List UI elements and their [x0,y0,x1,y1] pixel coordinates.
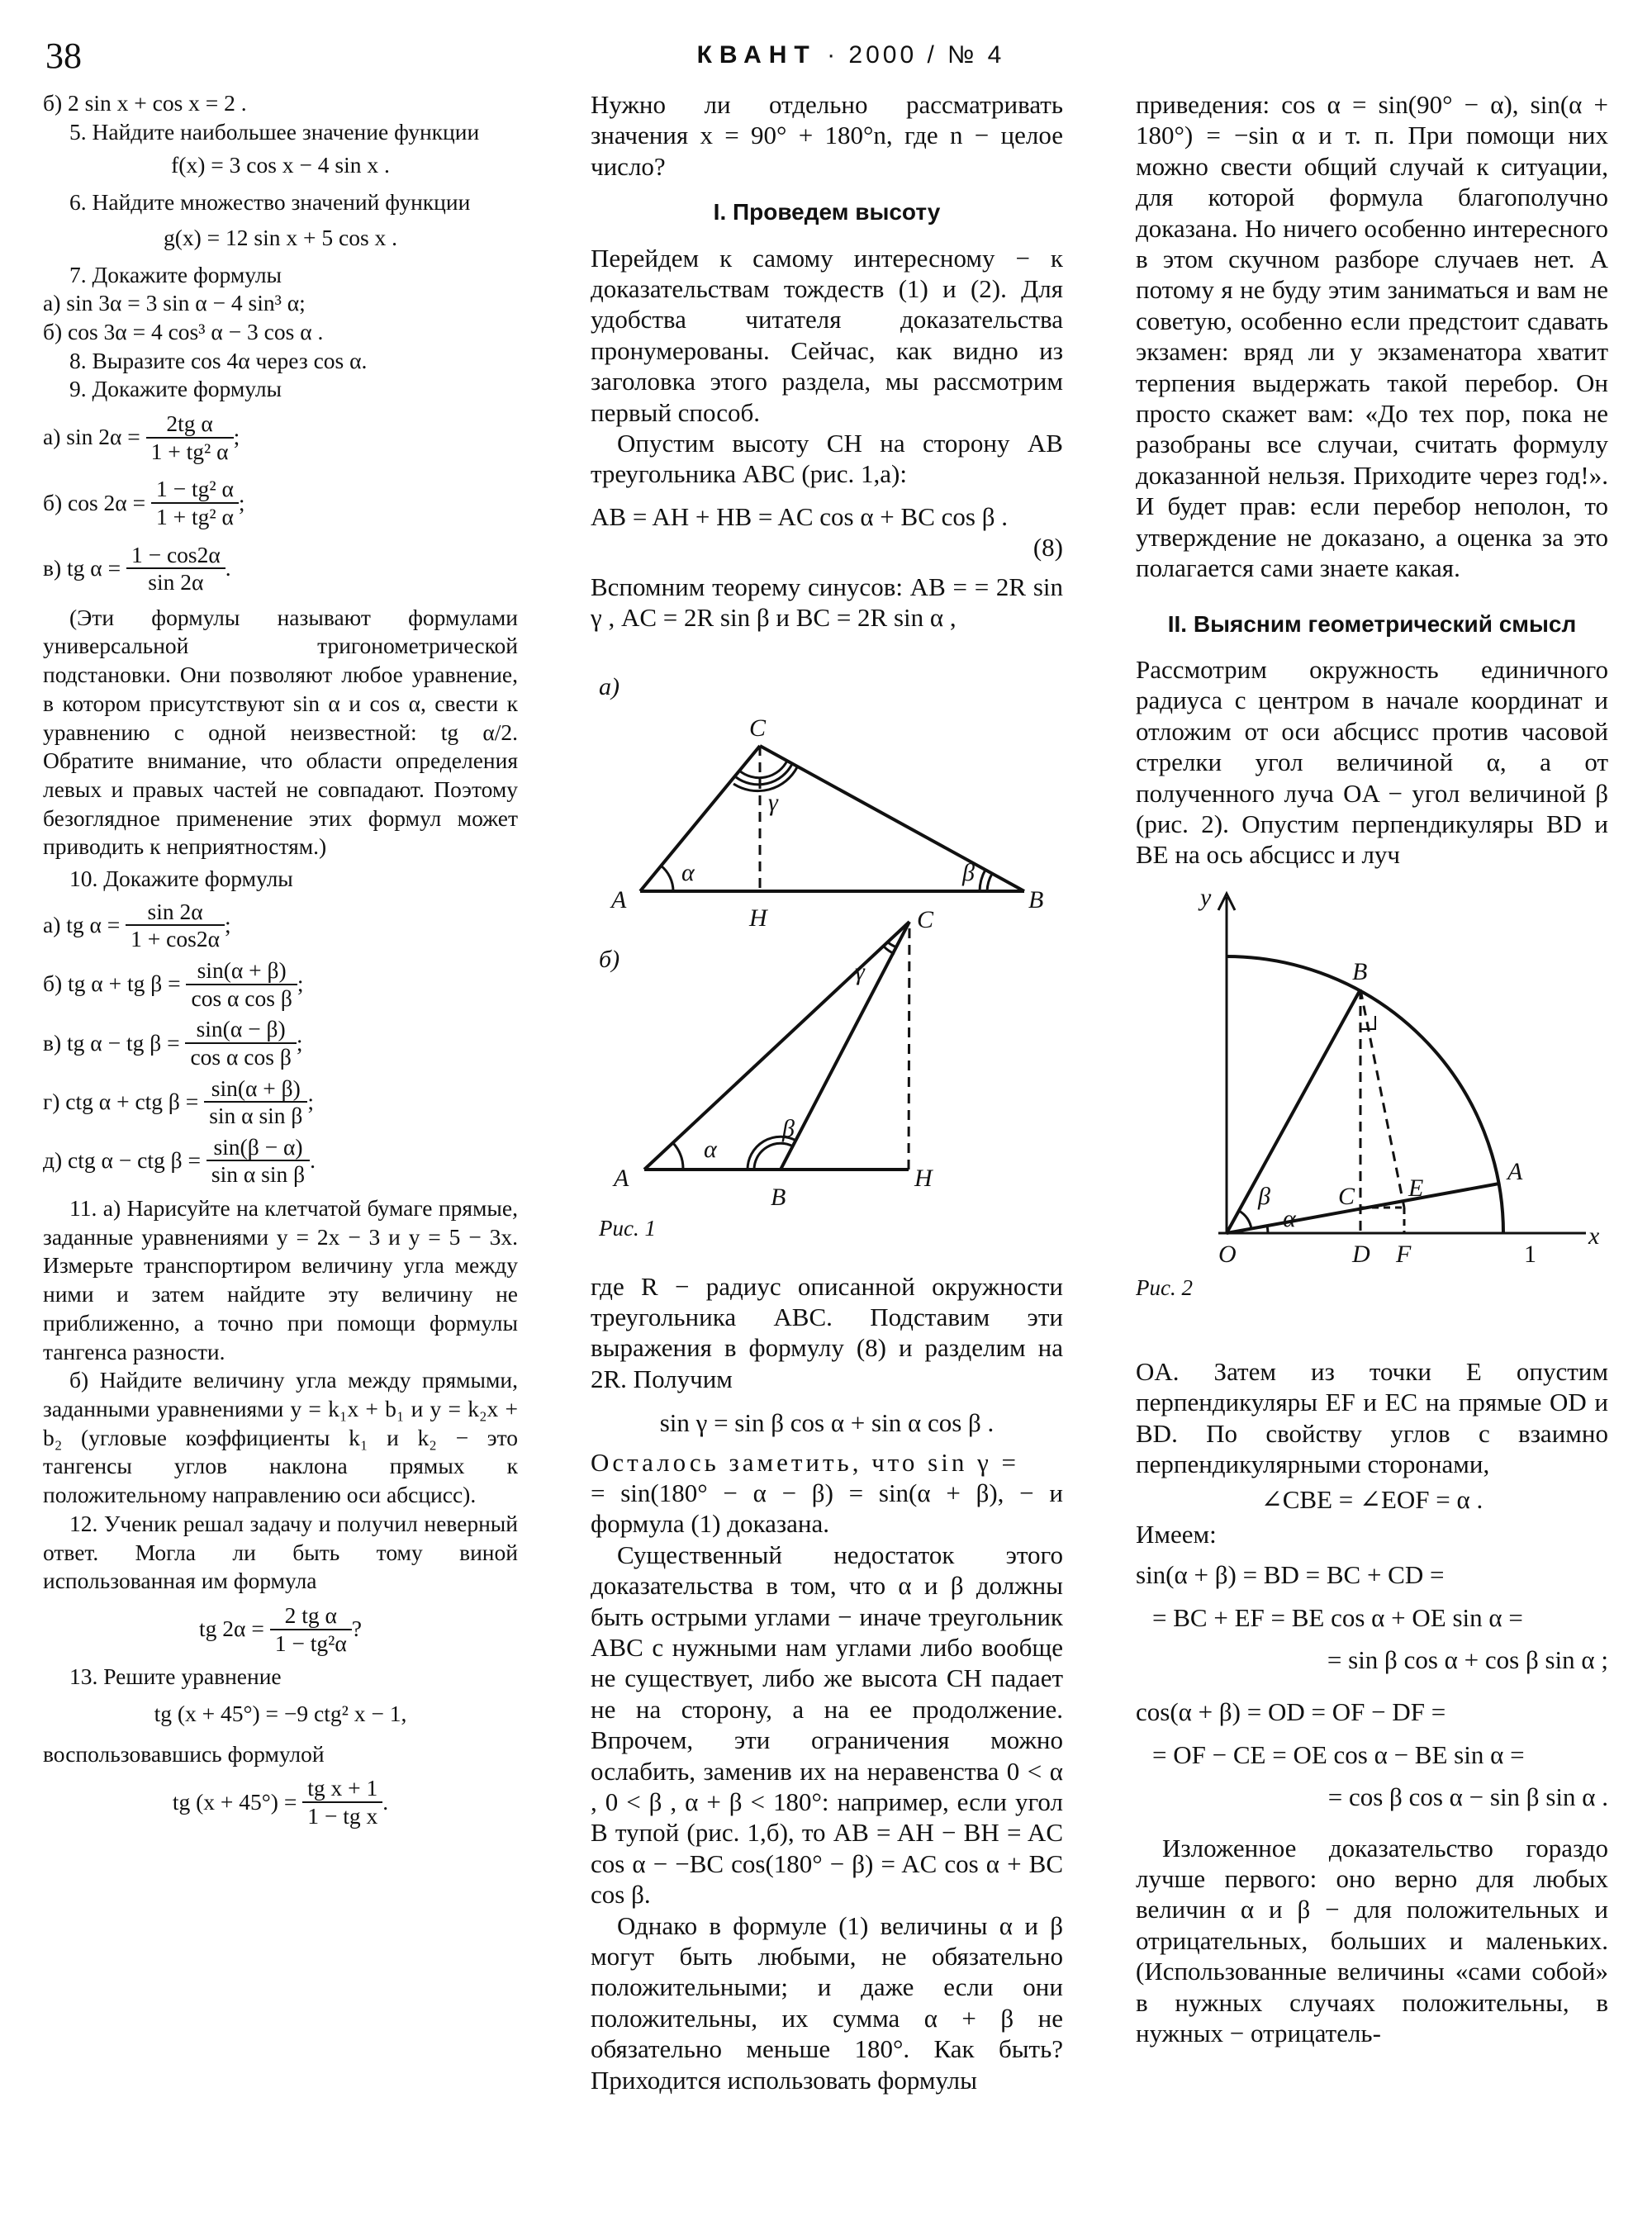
fraction [270,1602,352,1656]
label-D: D [1352,1240,1370,1268]
label-beta-2: β [782,1114,795,1142]
paragraph: Однако в формуле (1) величины α и β могут быть любыми, не обязательно положительными; и даже если они положительны, их сумма α + β не обязательно меньше 180°. Как быть? Приходится использовать формулы [591,1910,1063,2095]
punct: . [225,554,231,581]
label-A-2: A [614,1164,629,1192]
numerator: sin(α + β) [204,1075,307,1103]
numerator: sin(β − α) [206,1134,310,1162]
formula-row [43,1602,518,1656]
figure-1-caption: Рис. 1 [599,1215,656,1241]
label-one: 1 [1524,1240,1536,1268]
problem-11a: 11. а) Нарисуйте на клетчатой бумаге прямые, заданные уравнениями y = 2x − 3 и y = 5 − 3x. Измерьте транспортиром величину угла между ними и затем найдите эту величину не приближенно, а точно при помощи формулы тангенса разности. [43,1195,518,1364]
formula-row [43,1075,518,1129]
paragraph: Имеем: [1136,1519,1217,1549]
problem-13: 13. Решите уравнение [69,1663,282,1690]
journal-name: КВАНТ [696,41,817,69]
denominator: 1 + tg² α [155,503,234,529]
label-beta: β [962,858,975,886]
formula: б) cos 3α = 4 cos³ α − 3 cos α . [43,318,324,344]
paragraph: Существенный недостаток этого доказательства в том, что α и β должны быть острыми углами − иначе треугольник ABC с нужными нам углами либо вообще не существует, либо же высота CH падает не на сторону, а на ее продолжение. Впрочем, эти ограничения можно ослабить, заменив их на неравенства 0 < α , 0 < β , α + β < 180°: например, если угол B тупой (рис. 1,б), то AB = AH − BH = AC cos α − −BC cos(180° − β) = AC cos α + BC cos β. [591,1540,1063,1910]
equation-8: AB = AH + HB = AC cos α + BC cos β . [591,501,1008,531]
formula-left: а) sin 2α = [43,424,140,450]
numerator: sin(α + β) [186,957,297,985]
angle-alpha-arc [661,866,673,891]
paragraph-line: Осталось заметить, что sin γ = [591,1447,1020,1477]
formula: tg (x + 45°) = −9 ctg² x − 1, [154,1700,407,1726]
formula-row [43,1134,518,1188]
problem-8: 8. Выразите cos 4α через cos α. [69,347,368,373]
fraction [302,1775,382,1829]
denominator: sin α sin β [211,1161,306,1188]
column-2 [591,89,1063,2095]
figure-2 [1136,882,1608,1320]
fraction [186,957,297,1011]
label-H: H [749,904,767,932]
column-3 [1136,89,1608,2048]
equation-line: = cos β cos α − sin β sin α . [1327,1782,1608,1812]
punct: ; [307,1088,315,1114]
section-heading: I. Проведем высоту [713,199,941,225]
denominator: cos α cos β [190,1043,292,1070]
formula-left: tg (x + 45°) = [172,1788,297,1815]
formula-left: г) ctg α + ctg β = [43,1088,199,1114]
equation-line: = sin β cos α + cos β sin α ; [1327,1645,1608,1674]
paragraph: где R − радиус описанной окружности треугольника ABC. Подставим эти выражения в формулу (8) и разделим на 2R. Получим [591,1271,1063,1393]
denominator: sin α sin β [209,1103,303,1129]
formula-row [43,1775,518,1829]
paragraph: Рассмотрим окружность единичного радиуса с центром в начале координат и отложим от оси абсцисс против часовой стрелки угол величиной α, а от полученного луча OA − угол величиной β (рис. 2). Опустим перпендикуляры BD и BE на ось абсцисс и луч [1136,654,1608,870]
formula-left: а) tg α = [43,912,121,938]
fraction [146,410,234,464]
problem-12: 12. Ученик решал задачу и получил неверный ответ. Могла ли быть тому виной использованная им формула [43,1510,518,1594]
formula-left: б) cos 2α = [43,489,146,515]
numerator: sin 2α [126,899,225,927]
problem-5: 5. Найдите наибольшее значение функции [69,118,480,145]
formula-row [43,1016,518,1070]
equation-line: = OF − CE = OE cos α − BE sin α = [1152,1739,1525,1769]
paragraph: OA. Затем из точки E опустим перпендикуляры EF и EC на прямые OD и BD. По свойству углов с взаимно перпендикулярными сторонами, [1136,1356,1608,1478]
formula-left: д) ctg α − ctg β = [43,1147,202,1174]
formula-row [43,476,518,529]
equation-line: = BC + EF = BE cos α + OE sin α = [1152,1602,1523,1632]
formula-left: б) tg α + tg β = [43,970,181,997]
label-C: C [1338,1182,1355,1210]
paragraph: Изложенное доказательство гораздо лучше первого: оно верно для любых величин α и β − для положительных и отрицательных, больших и маленьких. (Использованные величины «сами собой» в нужных случаях положительны, в нужных − отрицатель- [1136,1833,1608,2048]
equation-line: sin(α + β) = BD = BC + CD = [1136,1560,1445,1590]
denominator: 1 − tg²α [274,1630,347,1656]
punct: . [310,1147,316,1174]
label-x: x [1588,1222,1600,1250]
fraction [126,542,225,596]
paragraph: Опустим высоту CH на сторону AB треугольника ABC (рис. 1,а): [591,429,1063,489]
label-A: A [1507,1157,1523,1185]
punct: ? [351,1616,362,1642]
label-B-2: B [771,1183,786,1211]
punct: . [382,1788,389,1815]
text-line: б) 2 sin x + cos x = 2 . [43,90,247,116]
formula: f(x) = 3 cos x − 4 sin x . [171,152,390,178]
numerator: 2 tg α [270,1602,352,1630]
formula-left: в) tg α − tg β = [43,1029,180,1056]
running-header [578,41,1123,69]
label-alpha: α [681,858,695,886]
equation: sin γ = sin β cos α + sin α cos β . [659,1408,995,1438]
label-B: B [1352,957,1368,985]
side-AC-2 [644,922,909,1170]
formula-row [43,410,518,464]
punct: ; [296,1029,303,1056]
fraction [204,1075,307,1129]
label-beta: β [1258,1182,1270,1210]
numerator: 1 − tg² α [151,476,239,504]
angle-alpha-arc-2 [673,1143,683,1170]
fraction [126,899,225,952]
numerator: 1 − cos2α [126,542,225,570]
fraction [206,1134,310,1188]
note-paragraph: (Эти формулы называют формулами универсальной тригонометрической подстановки. Они позволяют любое уравнение, в котором присутствуют sin α и cos α, свести к уравнению с одной неизвестной: tg α/2. Обратите внимание, что области определения левых и правых частей не совпадают. Поэтому безоглядное применение этих формул может приводить к неприятностям.) [43,604,518,860]
punct: ; [238,489,245,515]
denominator: 1 + cos2α [131,926,220,952]
label-y: y [1200,883,1212,911]
perp-BE [1360,989,1404,1208]
label-F: F [1396,1240,1412,1268]
label-b: б) [599,945,620,973]
column-1 [43,89,518,1836]
label-E: E [1408,1174,1424,1202]
text-line: воспользовавшись формулой [43,1740,325,1767]
angle-beta-arc2 [980,870,985,891]
problem-9: 9. Докажите формулы [69,376,282,402]
formula: g(x) = 12 sin x + 5 cos x . [163,224,398,250]
punct: ; [233,424,240,450]
problem-11b: б) Найдите величину угла между прямыми, заданными уравнениями y = k₁x + b₁ и y = k₂x + b₂ (угловые коэффициенты k₁ и k₂ − это тангенсы углов наклона прямых к положительному направлению оси абсцисс). [43,1367,518,1508]
angle-beta-arc [1239,1211,1251,1229]
formula: а) sin 3α = 3 sin α − 4 sin³ α; [43,290,306,316]
issue-number: · 2000 / № 4 [827,41,1005,69]
denominator: 1 − tg x [307,1802,378,1829]
numerator: 2tg α [146,410,234,439]
label-C: C [749,714,767,742]
question-paragraph: Нужно ли отдельно рассматривать значения x = 90° + 180°n, где n − целое число? [591,90,1063,181]
label-gamma: γ [768,788,778,816]
denominator: sin 2α [148,569,204,596]
figure-2-caption: Рис. 2 [1136,1274,1193,1300]
numerator: sin(α − β) [185,1016,296,1044]
punct: ; [225,912,231,938]
fraction [185,1016,296,1070]
label-alpha: α [1283,1204,1296,1232]
label-B: B [1028,885,1044,913]
side-AC [640,746,760,891]
angle-alpha-arc [1267,1226,1268,1233]
equation-line: cos(α + β) = OD = OF − DF = [1136,1697,1446,1727]
formula-left: в) tg α = [43,554,121,581]
problem-7: 7. Докажите формулы [69,261,282,287]
paragraph: Вспомним теорему синусов: AB = = 2R sin γ , AC = 2R sin β и BC = 2R sin α , [591,572,1063,633]
formula-row [43,899,518,952]
numerator: tg x + 1 [302,1775,382,1803]
paragraph: Перейдем к самому интересному − к доказательствам тождеств (1) и (2). Для удобства читателя доказательства пронумерованы. Сейчас, как видно из заголовка этого раздела, мы рассмотрим первый способ. [591,243,1063,427]
problem-6: 6. Найдите множество значений функции [69,189,471,216]
problem-10: 10. Докажите формулы [69,866,293,892]
figure-1 [591,653,1063,1248]
paragraph: = sin(180° − α − β) = sin(α + β), − и формула (1) доказана. [591,1478,1063,1539]
label-O: O [1218,1240,1237,1268]
paragraph: приведения: cos α = sin(90° − α), sin(α + 180°) = −sin α и т. п. При помощи них можно свести общий случай к ситуации, для которой формула благополучно доказана. Но ничего особенно интересного в этом скучном разборе случаев нет. А потому я не буду этим заниматься и вам не советую, особенно если предстоит сдавать экзамен: вряд ли у экзаменатора хватит терпения выдержать такой перебор. Он просто скажет вам: «До тех пор, пока не разобраны все случаи, считать формулу доказанной нельзя. Приходите через год!». И будет прав: если перебор неполон, то утверждение не доказано, а оценка за это полагается сами знаете какая. [1136,90,1608,583]
side-BC-2 [781,922,909,1170]
section-heading: II. Выясним геометрический смысл [1167,610,1577,637]
equation: ∠CBE = ∠EOF = α . [1260,1485,1483,1515]
denominator: 1 + tg² α [150,438,229,464]
formula-row [43,542,518,596]
label-gamma-2: γ [855,957,865,985]
label-alpha-2: α [704,1135,717,1163]
label-a: а) [599,672,620,700]
label-C-2: C [917,905,934,933]
equation-number: (8) [1032,533,1063,562]
label-A: A [611,885,627,913]
label-H-2: H [914,1164,933,1192]
page-number: 38 [45,36,82,76]
formula-left: tg 2α = [199,1616,264,1642]
denominator: cos α cos β [191,985,292,1011]
fraction [151,476,239,529]
punct: ; [297,970,304,997]
formula-row [43,957,518,1011]
angle-beta-arc [987,874,992,891]
